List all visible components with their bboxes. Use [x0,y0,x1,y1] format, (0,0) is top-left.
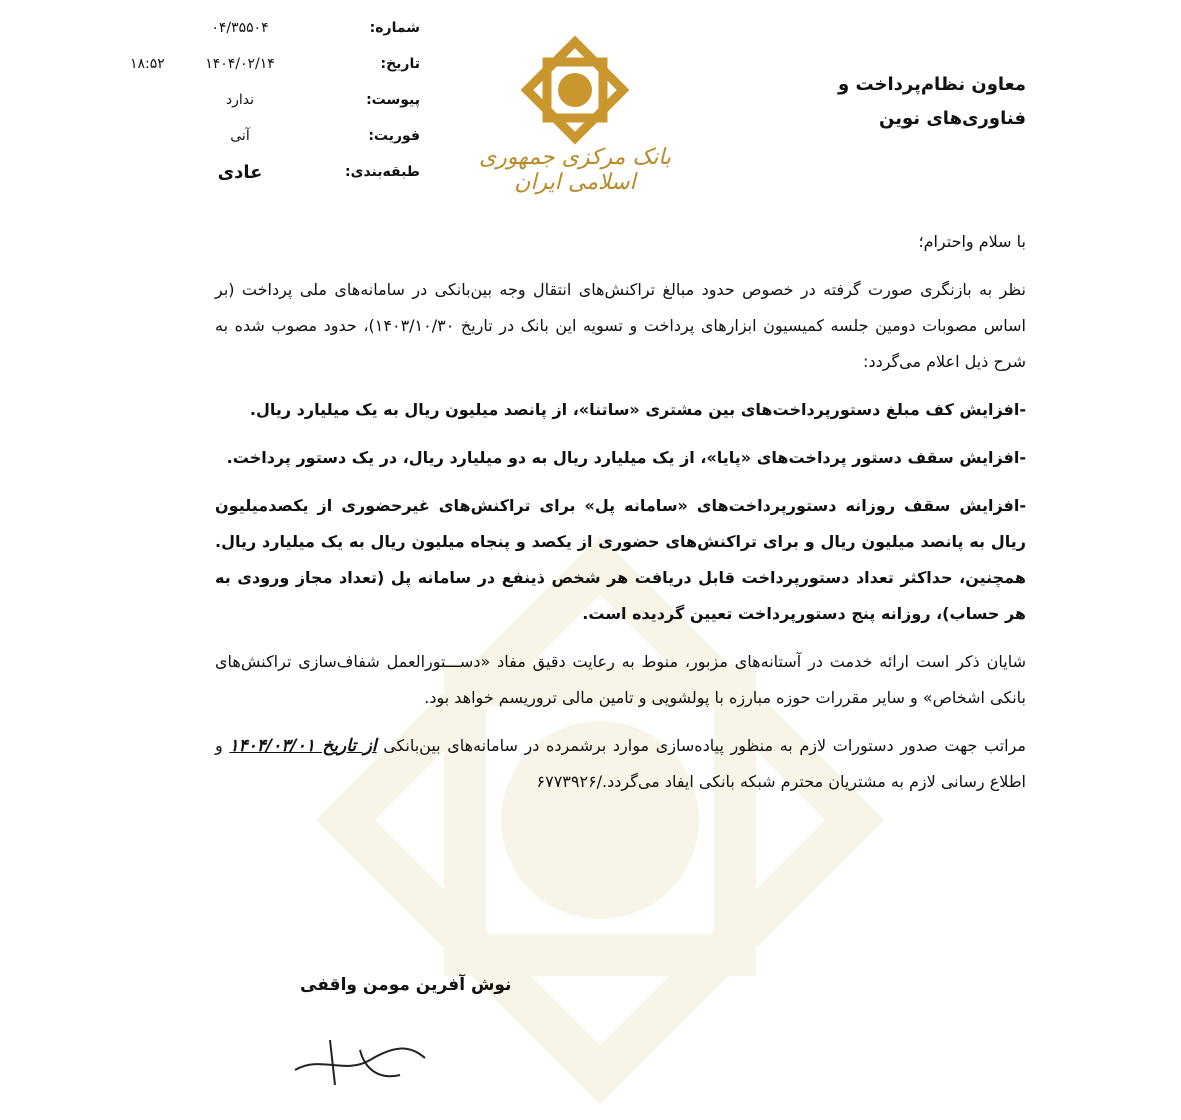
urgency-value: آنی [230,128,250,144]
date-value: ۱۴۰۴/۰۲/۱۴ [205,56,275,72]
bullet-pol: -افزایش سقف روزانه دستورپرداخت‌های «سامانه پل» برای تراکنش‌های غیرحضوری از یکصدمیلیون ریال به پانصد میلیون ریال و برای تراکنش‌های حضوری از یکصد و پنجاه میلیون ریال به یک میلیارد ریال. همچنین، حداکثر تعداد دستورپرداخت قابل دریافت هر شخص ذینفع در سامانه پل (تعداد مجاز ورودی به هر حساب)، روزانه پنج دستورپرداخت تعیین گردیده است. [215,496,1026,623]
number-label: شماره: [369,20,420,36]
meta-urgency [130,118,420,154]
classification-label: طبقه‌بندی: [345,164,420,180]
meta-date [130,46,420,82]
instruction-end: و اطلاع رسانی لازم به مشتریان محترم شبکه بانکی ایفاد می‌گردد./۶۷۷۳۹۲۶ [215,736,1026,791]
instruction-paragraph [215,728,1026,800]
sender-line-1: معاون نظام‌پرداخت و [838,74,1026,95]
urgency-label: فوریت: [368,128,420,144]
classification-value: عادی [217,161,263,183]
sender-line-2: فناوری‌های نوین [879,108,1026,129]
time-value: ۱۸:۵۲ [130,56,165,72]
instruction-start: مراتب جهت صدور دستورات لازم به منظور پیاده‌سازی موارد برشمرده در سامانه‌های بین‌بانکی [376,736,1026,755]
logo-caption: بانک مرکزی جمهوری اسلامی ایران [478,145,672,195]
letter-meta [130,10,420,190]
meta-classification [130,154,420,190]
meta-attachment [130,82,420,118]
letter-body [215,224,1026,812]
signature [290,1030,430,1100]
number-value: ۰۴/۳۵۵۰۴ [211,20,269,36]
greeting: با سلام واحترام؛ [918,232,1026,251]
compliance-paragraph: شایان ذکر است ارائه خدمت در آستانه‌های مزبور، منوط به رعایت دقیق مفاد «دســـتورالعمل شفاف‌سازی تراکنش‌های بانکی اشخاص» و سایر مقررات حوزه مبارزه با پولشویی و تامین مالی تروریسم خواهد بود. [215,652,1026,707]
signer-name: نوش آفرین مومن واقفی [300,975,512,995]
sender-title [786,68,1026,136]
attachment-value: ندارد [225,92,255,108]
bullet-satna: -افزایش کف مبلغ دستورپرداخت‌های بین مشتری «ساتنا»، از پانصد میلیون ریال به یک میلیارد ریال. [249,400,1026,419]
attachment-label: پیوست: [366,92,420,108]
effective-date: از تاریخ ۱۴۰۴/۰۳/۰۱ [229,736,377,756]
intro-paragraph: نظر به بازنگری صورت گرفته در خصوص حدود مبالغ تراکنش‌های انتقال وجه بین‌بانکی در سامانه‌های ملی پرداخت (بر اساس مصوبات دومین جلسه کمیسیون ابزارهای پرداخت و تسویه این بانک در تاریخ ۱۴۰۳/۱۰/۳۰)، حدود مصوب شده به شرح ذیل اعلام می‌گردد: [215,280,1027,371]
date-label: تاریخ: [380,56,420,72]
bullet-paya: -افزایش سقف دستور پرداخت‌های «پایا»، از یک میلیارد ریال به دو میلیارد ریال، در یک دستور پرداخت. [226,448,1026,467]
meta-number [130,10,420,46]
